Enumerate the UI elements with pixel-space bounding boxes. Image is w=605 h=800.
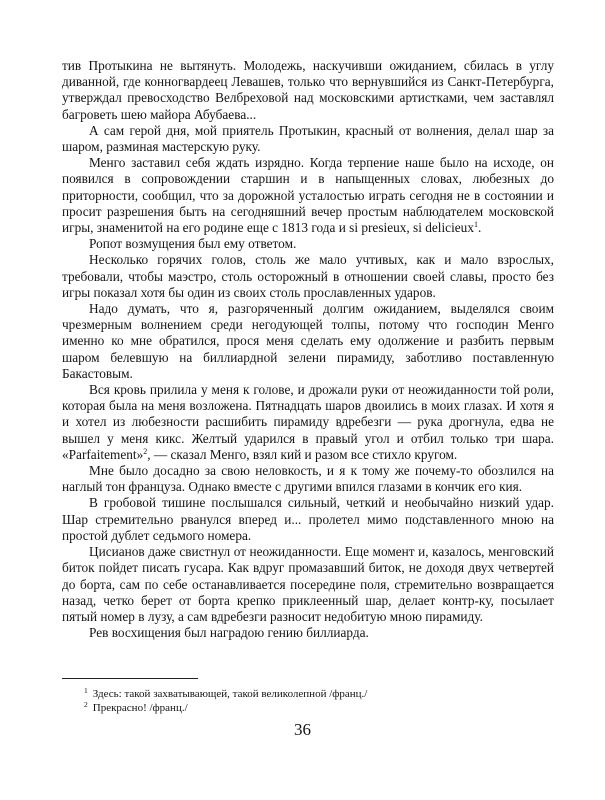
paragraph-text: Менго заставил себя ждать изрядно. Когда терпение наше было на исходе, он появился в сопровождении старшин и в напыщенных словах, любезных до приторности, сообщил, что за дорожной усталостью играть сегодня не в состоянии и просит разрешения быть на сегодняшний вечер простым наблюдателем московской игры, знаменитой на его родине еще с 1813 года и si presieux, si delicieux: [62, 155, 554, 236]
paragraph: А сам герой дня, мой приятель Протыкин, красный от волнения, делал шар за шаром, разминая мастерскую руку.: [62, 122, 554, 155]
page-number: 36: [294, 720, 311, 739]
paragraph: Циcианов даже свистнул от неожиданности. Еще момент и, казалось, менговский биток пойдет писать гусара. Как вдруг промазавший биток, не доходя двух четвертей до борта, сам по себе останавливается посередине поля, стремительно возвращается назад, четко берет от борта крепко приклеенный шар, делает контр-ку, посылает пятый номер в лузу, а сам вдребезги разносит недобитую мною пирамиду.: [62, 544, 554, 624]
paragraph: Ропот возмущения был ему ответом.: [89, 236, 297, 252]
footnotes: [84, 688, 554, 715]
footnote-reference: 1: [473, 220, 478, 230]
paragraph: Несколько горячих голов, столь же мало учтивых, как и мало взрослых, требовали, чтобы маэстро, столь осторожный в отношении своей славы, просто без игры показал хотя бы один из своих столь прославленных ударов.: [62, 252, 554, 300]
footnote-text: Прекрасно! /франц./: [92, 701, 188, 714]
paragraph: тив Протыкина не вытянуть. Молодежь, наскучивши ожиданием, сбилась в углу диванной, где конногвардеец Левашев, только что вернувшийся из Санкт-Петербурга, утверждал превосходство Велбреховой над московскими артистками, чем заставлял багроветь шею майора Абубаева...: [62, 58, 554, 122]
footnote: [84, 688, 554, 702]
footnote-divider: [62, 678, 198, 679]
paragraph-text: , — сказал Менго, взял кий и разом все стихло кругом.: [147, 446, 458, 462]
body-text: [62, 58, 554, 641]
paragraph: Надо думать, что я, разгоряченный долгим ожиданием, выделялся своим чрезмерным волнением среди негодующей толпы, потому что господин Менго именно ко мне обратился, прося меня сделать ему одолжение и разбить первым шаром белевшую на биллиардной зелени пирамиду, заботливо поставленную Бакастовым.: [62, 301, 554, 381]
paragraph: Менго заставил себя ждать изрядно. Когда терпение наше было на исходе, он появился в сопровождении старшин и в напыщенных словах, любезных до приторности, сообщил, что за дорожной усталостью играть сегодня не в состоянии и просит разрешения быть на сегодняшний вечер простым наблюдателем московской игры, знаменитой на его родине еще с 1813 года и si presieux, si delicieux$^1$.: [62, 155, 554, 236]
paragraph: Рев восхищения был наградою гению биллиарда.: [89, 625, 369, 641]
paragraph: В гробовой тишине послышался сильный, четкий и необычайно низкий удар. Шар стремительно рванулся вперед и... пролетел мимо подставленного мною на простой дублет седьмого номера.: [62, 495, 554, 543]
paragraph: [62, 382, 554, 463]
footnote-reference: 2: [143, 446, 148, 456]
paragraph: Мне было досадно за свою неловкость, и я к тому же почему-то обозлился на наглый тон француза. Однако вместе с другими впился глазами в кончик его кия.: [62, 463, 554, 495]
footnote-mark: 1: [84, 686, 88, 695]
footnote: [84, 699, 554, 716]
footnote-mark: 2: [84, 699, 88, 709]
paragraph-text: Вся кровь прилила у меня к голове, и дрожали руки от неожиданности той роли, которая была на меня возложена. Пятнадцать шаров двоились в моих глазах. И хотя я и хотел из любезности расшибить пирамиду вдребезги — рука дрогнула, едва не вышел у меня кикс. Желтый ударился в правый угол и отбил только три шара. «Parfaitement»: [62, 382, 554, 462]
footnote-text: Здесь: такой захватывающей, такой великолепной /франц./: [92, 688, 368, 700]
